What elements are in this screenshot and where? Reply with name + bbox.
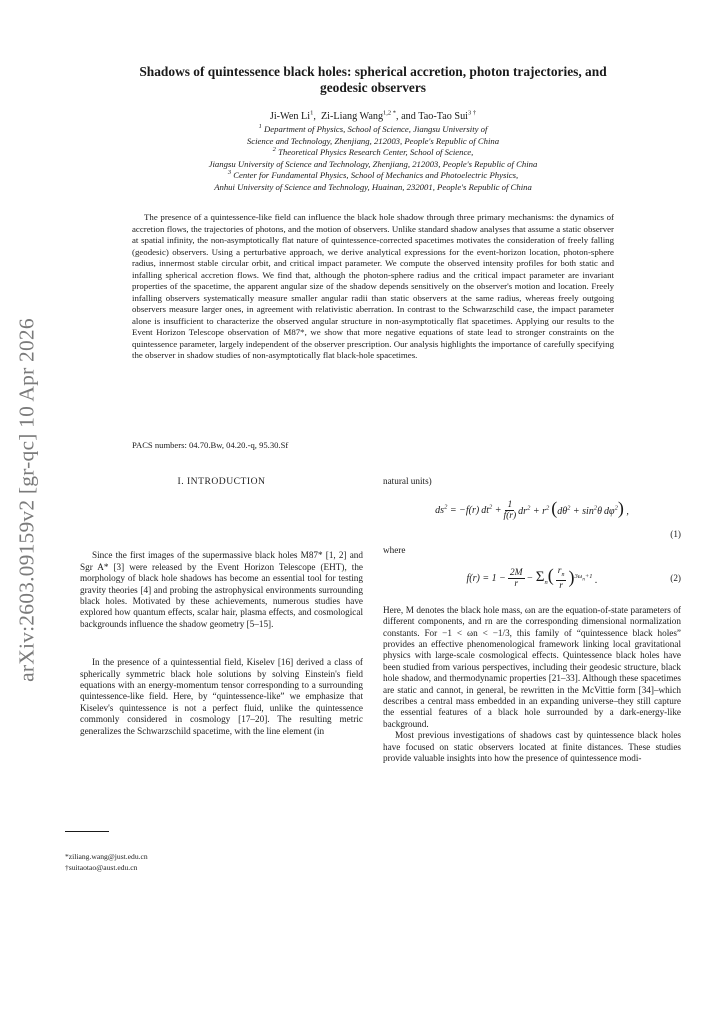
author-3-affil-sup: 3 † — [468, 109, 477, 117]
author-2-affil-sup: 1,2 * — [383, 109, 397, 117]
intro-paragraph-3: Here, M denotes the black hole mass, ωn are the equation-of-state parameters of different components, and rn are the corresponding dimensional normalization constants. For −1 < ωn < −1/3, this family of “quintessence black holes” provides an effective phenomenological framework linking local gravitational physics with large-scale cosmological effects. Quintessence black holes have been studied from various perspectives, including their geodesic structure, black hole shadow, and thermodynamic properties [21–33]. Although these spacetimes are static and cannot, in general, be rewritten in the McVittie form [34]–which describes a central mass embedded in an expanding universe–they still capture the essential features of a black hole surrounded by a dark-energy-like background. — [383, 604, 681, 729]
footnotes — [65, 852, 148, 873]
equation-1: $ds^2 = -f(r) dt^2$ + $\frac{1}{f(r)}$ $dr^2 + r^2$ ($d\theta^2 + \sin^2\theta$ $d\varphi^2$) , — [435, 498, 629, 521]
affiliation-line: $^1$ Department of Physics, School of Science, Jiangsu University of — [258, 123, 488, 134]
author-1: Ji-Wen Li — [269, 111, 311, 122]
left-column — [80, 476, 363, 737]
affiliation-line: Science and Technology, Zhenjiang, 212003, People's Republic of China — [246, 135, 500, 146]
footnote-rule — [65, 831, 109, 832]
abstract-text: The presence of a quintessence-like field can influence the black hole shadow through three primary mechanisms: the dynamics of accretion flows, the trajectories of photons, and the motion of observers. Unlike standard shadow analyses that assume a static observer at spatial infinity, the non-asymptotically flat nature of quintessence-corrected spacetimes motivates the consideration of freely falling (geodesic) observers. Using a perturbative approach, we derive analytical expressions for the event-horizon location, photon-sphere radius, innermost stable circular orbit, and critical impact parameter. We compute the observed intensity profiles for both static and infalling spherical accretion flows. We find that, although the photon-sphere radius and the critical impact parameter are invariant properties of the spacetime, the apparent angular size of the shadow depends sensitively on the observer's motion and location. Freely infalling observers systematically measure smaller angular radii than static observers at the same radius, whereas freely outgoing observers measure larger ones, in agreement with relativistic aberration. In contrast to the Schwarzschild case, the impact parameter alone is insufficient to characterize the observed angular structure in non-asymptotically flat spacetimes. Applying our results to the Event Horizon Telescope observation of M87*, we show that more negative equations of state lead to stronger constraints on the quintessence parameter, largely independent of the observer prescription. Our analysis highlights the importance of carefully specifying the observer in shadow studies of non-asymptotically flat black-hole spacetimes. — [132, 212, 614, 360]
equation-1-number-row — [383, 527, 681, 541]
abstract — [132, 212, 614, 362]
footnote-email-1: *ziliang.wang@just.edu.cn — [65, 852, 148, 861]
intro-paragraph-1: Since the first images of the supermassive black holes M87* [1, 2] and Sgr A* [3] were released by the Event Horizon Telescope (EHT), the morphology of black hole shadows has become an essential tool for testing gravity theories [4] and probing the astrophysical environments surrounding black holes. Motivated by these achievements, numerous studies have explored how quantum effects, scalar hair, plasma effects, and cosmological backgrounds influence the shadow geometry [5–15]. — [80, 550, 363, 629]
where-text: where — [383, 545, 406, 556]
author-3: Tao-Tao Sui — [418, 111, 469, 122]
arxiv-identifier-watermark — [4, 300, 50, 700]
equation-2: f(r) = 1 − $\frac{2M}{r}$ − $\Sigma_n$( $\frac{r_n}{r}$ )$^{3\omega_n+1}$ . (2) — [466, 564, 681, 592]
title-line-2: geodesic observers — [320, 80, 426, 95]
affiliation-line: $^3$ Center for Fundamental Physics, School of Mechanics and Photoelectric Physics, — [227, 169, 519, 181]
author-1-affil-sup: 1 — [310, 109, 314, 117]
paper-title — [70, 64, 676, 96]
continuation-text: natural units) — [383, 476, 432, 486]
affiliations — [70, 124, 676, 194]
right-column — [383, 476, 681, 765]
footnote-email-2: †suitaotao@aust.edu.cn — [65, 862, 138, 872]
author-2: Zi-Liang Wang — [320, 111, 384, 122]
arxiv-id-text: arXiv:2603.09159v2 [gr-qc] 10 Apr 2026 — [14, 318, 39, 682]
intro-paragraph-4: Most previous investigations of shadows cast by quintessence black holes have focused on static observers located at finite distances. These studies provide valuable insights into how the presence of quintessence modi- — [383, 730, 681, 764]
pacs-numbers: PACS numbers: 04.70.Bw, 04.20.-q, 95.30.Sf — [132, 440, 289, 450]
equation-1-number: (1) — [670, 528, 681, 539]
author-separator: , and — [396, 111, 419, 122]
affiliation-line: $^2$ Theoretical Physics Research Center, School of Science, — [272, 146, 474, 158]
affiliation-line: Jiangsu University of Science and Technology, Zhenjiang, 212003, People's Republic of China — [208, 158, 538, 169]
intro-paragraph-2: In the presence of a quintessential field, Kiselev [16] derived a class of spherically symmetric black hole solutions by solving Einstein's field equations with an energy-momentum tensor corresponding to a surrounding quintessence-like field. Here, by “quintessence-like” we emphasize that Kiselev's quintessence is not a perfect fluid, unlike the quintessence commonly considered in cosmology [17–20]. The resulting metric generalizes the Schwarzschild spacetime, with the line element (in — [80, 657, 363, 736]
affiliation-line: Anhui University of Science and Technology, Huainan, 232001, People's Republic of China — [214, 181, 532, 192]
equation-2-number: (2) — [670, 573, 681, 584]
section-heading-introduction: I. INTRODUCTION — [177, 476, 266, 487]
author-list: Ji-Wen Li$^1$, Zi-Liang Wang$^{1,2 *}$, and Tao-Tao Sui$^{3 \dagger}$ — [269, 109, 477, 122]
title-line-1: Shadows of quintessence black holes: spherical accretion, photon trajectories, and — [139, 64, 607, 79]
